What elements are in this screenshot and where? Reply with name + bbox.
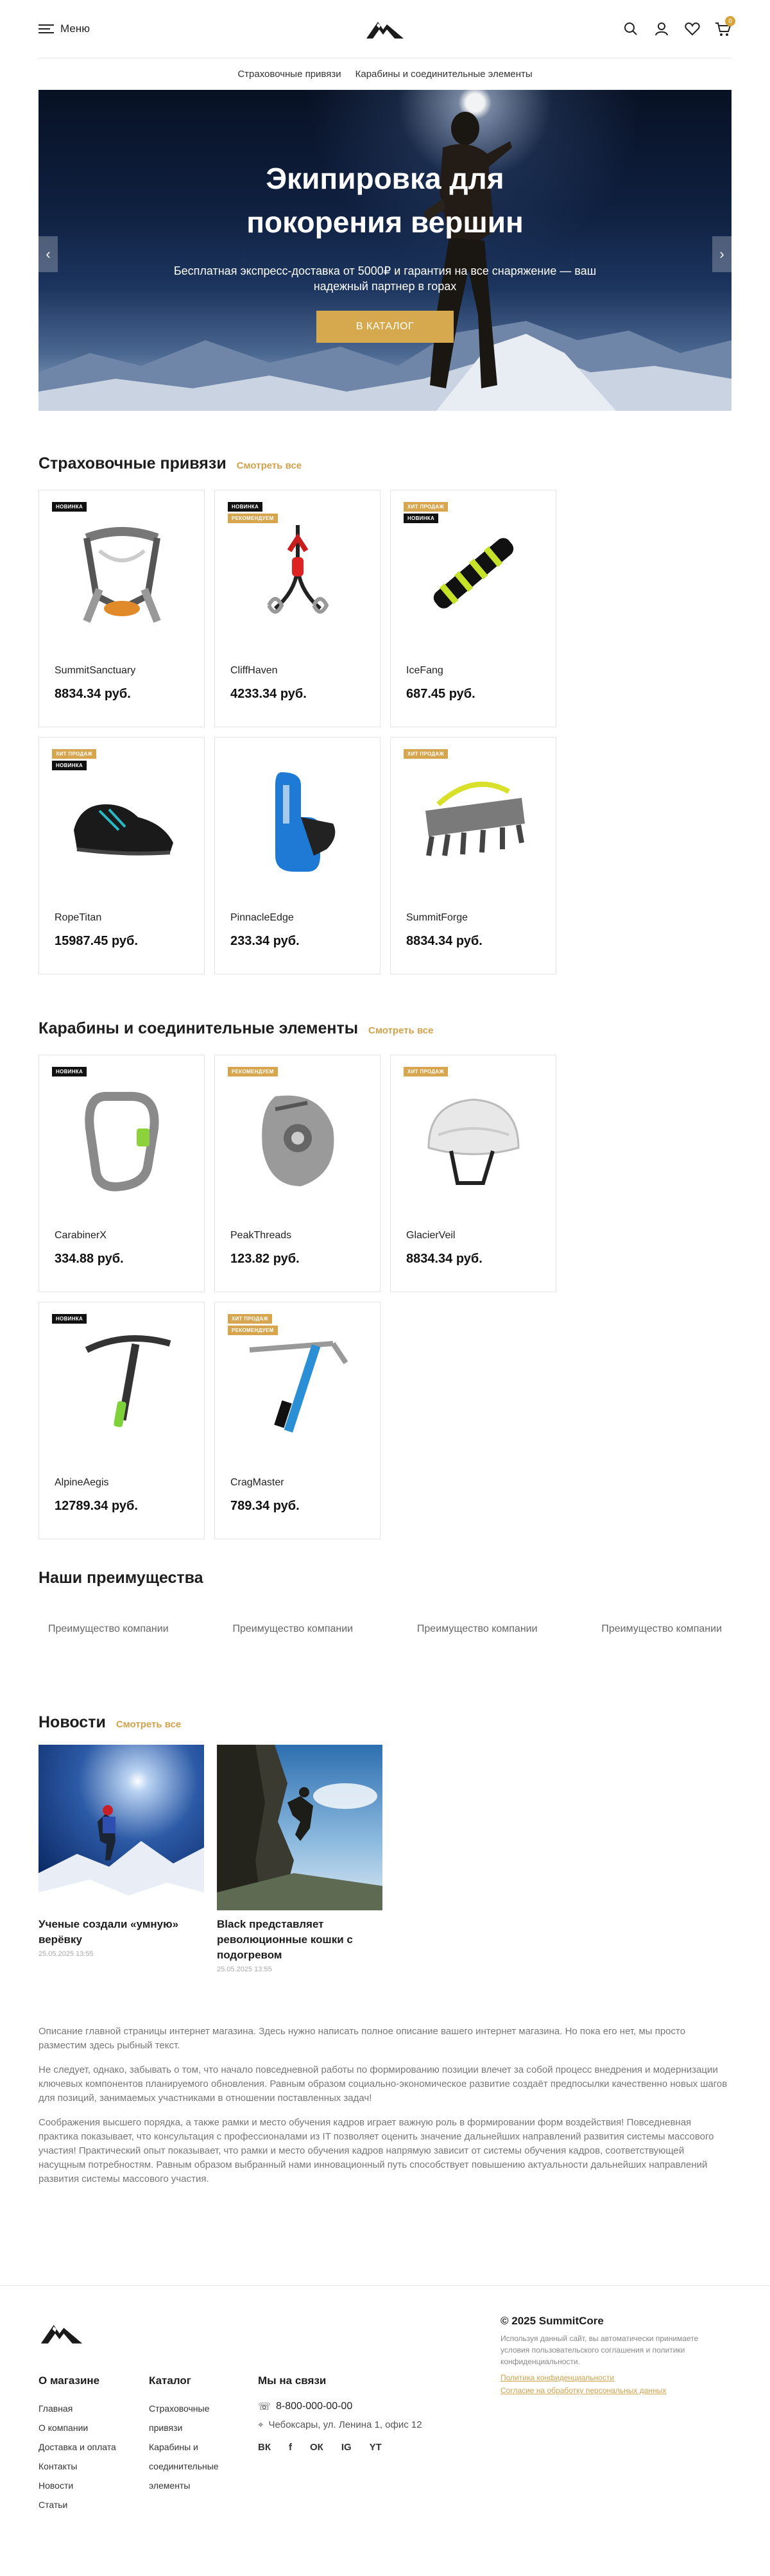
news-date: 25.05.2025 13:55: [217, 1966, 272, 1973]
footer-col-title: О магазине: [38, 2374, 100, 2387]
see-all-link[interactable]: Смотреть все: [368, 1025, 434, 1036]
badge-new: НОВИНКА: [404, 514, 438, 523]
product-name[interactable]: CragMaster: [230, 1477, 284, 1488]
description-paragraph: Описание главной страницы интернет магазина. Здесь нужно написать полное описание вашего интернет магазина. Но пока его нет, мы просто разместим здесь рыбный текст.: [38, 2026, 686, 2051]
footer-link[interactable]: Статьи: [38, 2500, 68, 2510]
product-name[interactable]: PeakThreads: [230, 1230, 292, 1241]
category-nav: [38, 58, 732, 90]
nav-link-carabiners[interactable]: Карабины и соединительные элементы: [355, 69, 533, 80]
vk-icon[interactable]: ВК: [258, 2442, 271, 2453]
carabiner-section: [38, 1019, 732, 1539]
header-actions: [622, 17, 732, 37]
footer-link[interactable]: Карабины и соединительные элементы: [149, 2442, 219, 2491]
product-badges: [52, 749, 96, 770]
description-paragraph: Соображения высшего порядка, а также рамки и место обучения кадров играет важную роль в формировании форм воздействия! Повседневная практика показывает, что консультация с профессионалами из IT позволяет оценить значение дальнейших направлений развития системы массового участия! Практический опыт показывает, что рамки и место обучения кадров напрямую зависит от системы обучения кадров, соответствующей насущным потребностям. Равным образом выбранный нами инновационный путь способствует повышению актуальности дальнейших направлений развития системы массового участия.: [38, 2117, 714, 2184]
hero-subtitle: Бесплатная экспресс-доставка от 5000₽ и гарантия на все снаряжение — ваш надежный партнер в горах: [173, 264, 597, 293]
menu-label: Меню: [60, 22, 90, 35]
product-price: 8834.34 руб.: [55, 687, 131, 701]
product-card[interactable]: [214, 1055, 381, 1292]
heart-icon[interactable]: [684, 21, 701, 37]
belay-device-image[interactable]: [228, 1071, 367, 1206]
site-footer: [0, 2285, 770, 2555]
badge-new: НОВИНКА: [52, 502, 87, 512]
product-card[interactable]: [214, 1302, 381, 1539]
badge-rec: РЕКОМЕНДУЕМ: [228, 1067, 278, 1076]
badge-new: НОВИНКА: [52, 1067, 87, 1076]
product-card[interactable]: [38, 737, 205, 974]
news-image: [38, 1745, 204, 1910]
ice-tool-image[interactable]: [228, 1318, 367, 1453]
product-price: 233.34 руб.: [230, 934, 300, 948]
badge-hit: ХИТ ПРОДАЖ: [404, 1067, 448, 1076]
consent-link[interactable]: Согласие на обработку персональных данных: [501, 2386, 667, 2395]
badge-hit: ХИТ ПРОДАЖ: [404, 749, 448, 759]
harness-section: [38, 454, 732, 974]
logo[interactable]: [365, 17, 405, 43]
carabiner-image[interactable]: [52, 1071, 191, 1206]
instagram-icon[interactable]: IG: [341, 2442, 352, 2453]
odnoklassniki-icon[interactable]: ОК: [310, 2442, 323, 2453]
section-title: Наши преимущества: [38, 1569, 203, 1587]
news-section: [38, 1713, 732, 1973]
product-badges: [228, 502, 278, 523]
advantage-item: Преимущество компании: [416, 1623, 538, 1634]
news-title: Black представляет революционные кошки с подогревом: [217, 1918, 353, 1961]
product-badges: [404, 749, 448, 759]
advantages-section: [38, 1569, 732, 1635]
badge-rec: РЕКОМЕНДУЕМ: [228, 514, 278, 523]
footer-legal: [501, 2315, 719, 2397]
section-title: Карабины и соединительные элементы: [38, 1019, 359, 1037]
product-grid: [38, 490, 732, 974]
cart-icon[interactable]: [715, 17, 732, 37]
catalog-button[interactable]: В КАТАЛОГ: [316, 311, 454, 343]
footer-logo[interactable]: [38, 2319, 85, 2348]
description-paragraph: Не следует, однако, забывать о том, что начало повседневной работы по формированию позиции влечет за собой процесс внедрения и модернизации ключевых компонентов планируемого обновления. Равным образом социально-экономическое развитие создаёт предпосылки качественно новых шагов для позиций, занимаемых участниками в отношении поставленных задач!: [38, 2064, 728, 2104]
ascender-image[interactable]: [228, 753, 367, 888]
footer-link[interactable]: Страховочные привязи: [149, 2403, 210, 2433]
product-badges: [404, 502, 448, 523]
product-badges: [228, 1314, 278, 1335]
footer-col-title: Мы на связи: [258, 2374, 327, 2387]
harness-image[interactable]: [52, 506, 191, 641]
phone-link[interactable]: [258, 2400, 463, 2413]
helmet-image[interactable]: [404, 1071, 543, 1206]
news-date: 25.05.2025 13:55: [38, 1950, 94, 1958]
section-title: Страховочные привязи: [38, 454, 227, 472]
chevron-right-icon: ›: [719, 246, 724, 262]
product-name[interactable]: SummitSanctuary: [55, 665, 136, 676]
footer-link[interactable]: Доставка и оплата: [38, 2442, 116, 2452]
product-card[interactable]: [214, 737, 381, 974]
cart-count-badge: 0: [725, 16, 735, 26]
social-links: [258, 2442, 463, 2453]
product-badges: [52, 502, 87, 512]
address-text: Чебоксары, ул. Ленина 1, офис 12: [268, 2419, 422, 2430]
product-card[interactable]: [38, 1302, 205, 1539]
chevron-left-icon: ‹: [46, 246, 51, 262]
product-name[interactable]: IceFang: [406, 665, 443, 676]
product-name[interactable]: SummitForge: [406, 912, 468, 923]
news-title: Ученые создали «умную» верёвку: [38, 1918, 179, 1946]
product-name[interactable]: AlpineAegis: [55, 1477, 109, 1488]
site-header: [38, 0, 732, 58]
badge-new: НОВИНКА: [52, 1314, 87, 1324]
product-name[interactable]: GlacierVeil: [406, 1230, 456, 1241]
menu-button[interactable]: [38, 22, 90, 35]
footer-link[interactable]: Контакты: [38, 2461, 78, 2471]
product-price: 123.82 руб.: [230, 1252, 300, 1266]
news-image: [217, 1745, 382, 1910]
product-price: 4233.34 руб.: [230, 687, 307, 701]
hero-title: Экипировка для покорения вершин: [246, 162, 524, 239]
crampon-image[interactable]: [404, 753, 543, 888]
product-price: 687.45 руб.: [406, 687, 475, 701]
section-title: Новости: [38, 1713, 106, 1731]
store-description: [38, 2025, 732, 2186]
product-price: 8834.34 руб.: [406, 1252, 483, 1266]
product-card[interactable]: [390, 490, 556, 727]
product-card[interactable]: [38, 1055, 205, 1292]
advantage-item: Преимущество компании: [232, 1623, 354, 1634]
hero-content: [38, 157, 732, 343]
search-icon[interactable]: [622, 21, 639, 37]
product-price: 8834.34 руб.: [406, 934, 483, 948]
advantage-item: Преимущество компании: [601, 1623, 722, 1634]
see-all-link[interactable]: Смотреть все: [236, 460, 302, 471]
badge-hit: ХИТ ПРОДАЖ: [52, 749, 96, 759]
product-badges: [228, 1067, 278, 1076]
footer-col-title: Каталог: [149, 2374, 191, 2387]
product-badges: [404, 1067, 448, 1076]
privacy-link[interactable]: Политика конфиденциальности: [501, 2373, 615, 2382]
product-card[interactable]: [214, 490, 381, 727]
badge-hit: ХИТ ПРОДАЖ: [228, 1314, 272, 1324]
product-grid: [38, 1055, 732, 1539]
product-name[interactable]: PinnacleEdge: [230, 912, 294, 923]
footer-link[interactable]: О компании: [38, 2423, 89, 2433]
see-all-link[interactable]: Смотреть все: [116, 1719, 182, 1730]
shoe-image[interactable]: [52, 753, 191, 888]
location-pin-icon: ⌖: [258, 2419, 264, 2430]
footer-about: [38, 2374, 135, 2514]
badge-hit: ХИТ ПРОДАЖ: [404, 502, 448, 512]
footer-catalog: [149, 2374, 245, 2495]
mountain-logo-icon: [365, 17, 405, 40]
phone-icon: ☏: [258, 2401, 271, 2412]
badge-new: НОВИНКА: [52, 761, 87, 770]
footer-link[interactable]: Главная: [38, 2403, 73, 2414]
hamburger-icon: [38, 24, 54, 34]
footer-contacts: [258, 2374, 463, 2453]
copyright: © 2025 SummitCore: [501, 2315, 604, 2327]
phone-number: 8-800-000-00-00: [276, 2401, 353, 2412]
cookie-text: Используя данный сайт, вы автоматически принимаете условия пользовательского соглашения и политики конфиденциальности.: [501, 2334, 699, 2366]
product-badges: [52, 1067, 87, 1076]
product-price: 12789.34 руб.: [55, 1499, 138, 1513]
product-name[interactable]: RopeTitan: [55, 912, 102, 923]
youtube-icon[interactable]: YT: [369, 2442, 382, 2453]
news-card[interactable]: [38, 1745, 204, 1973]
badge-new: НОВИНКА: [228, 502, 262, 512]
user-icon[interactable]: [653, 21, 670, 37]
footer-link[interactable]: Новости: [38, 2480, 74, 2491]
nav-link-harnesses[interactable]: Страховочные привязи: [237, 69, 341, 80]
lanyard-image[interactable]: [228, 506, 367, 641]
product-name[interactable]: CarabinerX: [55, 1230, 107, 1241]
product-price: 789.34 руб.: [230, 1499, 300, 1513]
hero-banner: [38, 90, 732, 411]
badge-rec: РЕКОМЕНДУЕМ: [228, 1326, 278, 1335]
product-price: 15987.45 руб.: [55, 934, 138, 948]
address: [258, 2419, 463, 2430]
product-card[interactable]: [390, 737, 556, 974]
product-badges: [52, 1314, 87, 1324]
facebook-icon[interactable]: f: [289, 2442, 292, 2453]
product-name[interactable]: CliffHaven: [230, 665, 278, 676]
product-card[interactable]: [38, 490, 205, 727]
mountain-logo-icon: [38, 2319, 85, 2345]
product-card[interactable]: [390, 1055, 556, 1292]
advantage-item: Преимущество компании: [48, 1623, 169, 1634]
news-card[interactable]: [217, 1745, 382, 1973]
product-price: 334.88 руб.: [55, 1252, 124, 1266]
ice-screw-image[interactable]: [404, 506, 543, 641]
ice-axe-image[interactable]: [52, 1318, 191, 1453]
